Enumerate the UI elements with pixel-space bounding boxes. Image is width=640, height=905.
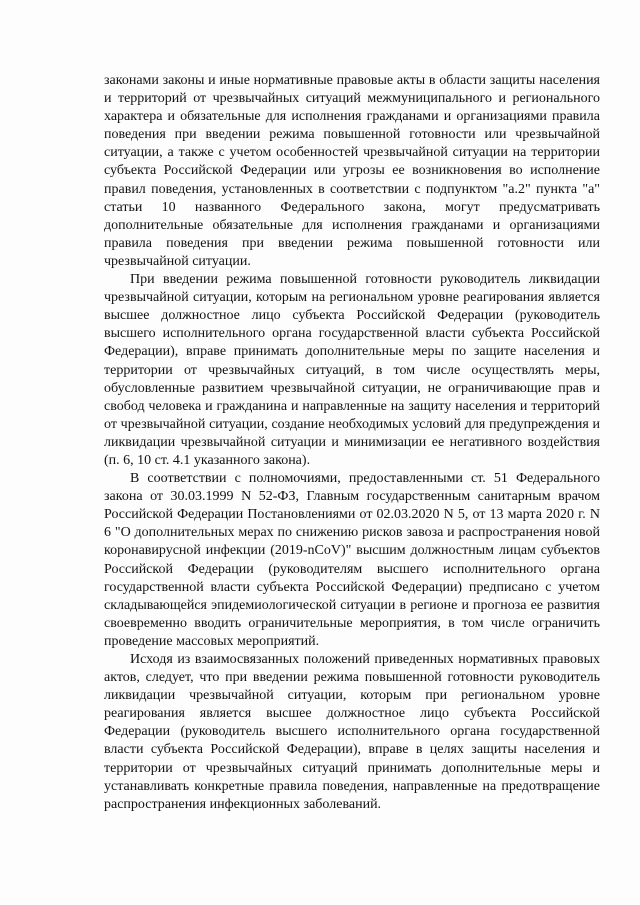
paragraph-1: законами законы и иные нормативные правовые акты в области защиты населения и территорий от чрезвычайных ситуаций межмуниципального и регионального характера и обязательные для исполнения гражданами и организациями правила поведения при введении режима повышенной готовности или чрезвычайной ситуации, а также с учетом особенностей чрезвычайной ситуации на территории субъекта Российской Федерации или угрозы ее возникновения во исполнение правил поведения, установленных в соответствии с подпунктом "а.2" пункта "а" статьи 10 названного Федерального закона, могут предусматривать дополнительные обязательные для исполнения гражданами и организациями правила поведения при введении режима повышенной готовности или чрезвычайной ситуации. (104, 73, 600, 269)
paragraph-3: В соответствии с полномочиями, предоставленными ст. 51 Федерального закона от 30.03.1999 N 52-ФЗ, Главным государственным санитарным врачом Российской Федерации Постановлениями от 02.03.2020 N 5, от 13 марта 2020 г. N 6 "О дополнительных мерах по снижению рисков завоза и распространения новой коронавирусной инфекции (2019-nCoV)" высшим должностным лицам субъектов Российской Федерации (руководителям высшего исполнительного органа государственной власти субъекта Российской Федерации) предписано с учетом складывающейся эпидемиологической ситуации в регионе и прогноза ее развития своевременно вводить ограничительные мероприятия, в том числе ограничить проведение массовых мероприятий. (104, 471, 600, 649)
paragraph-4: Исходя из взаимосвязанных положений приведенных нормативных правовых актов, следует, что при введении режима повышенной готовности руководитель ликвидации чрезвычайной ситуации, которым при региональном уровне реагирования является высшее должностное лицо субъекта Российской Федерации (руководитель высшего исполнительного органа государственной власти субъекта Российской Федерации), вправе в целях защиты населения и территории от чрезвычайных ситуаций принимать дополнительные меры и устанавливать конкретные правила поведения, направленные на предотвращение распространения инфекционных заболеваний. (104, 652, 600, 812)
paragraph-2: При введении режима повышенной готовности руководитель ликвидации чрезвычайной ситуации, которым на региональном уровне реагирования является высшее должностное лицо субъекта Российской Федерации (руководитель высшего исполнительного органа государственной власти субъекта Российской Федерации), вправе принимать дополнительные меры по защите населения и территории от чрезвычайных ситуаций, в том числе осуществлять меры, обусловленные развитием чрезвычайной ситуации, не ограничивающие прав и свобод человека и гражданина и направленные на защиту населения и территорий от чрезвычайной ситуации, создание необходимых условий для предупреждения и ликвидации чрезвычайной ситуации и минимизации ее негативного воздействия (п. 6, 10 ст. 4.1 указанного закона). (104, 272, 600, 468)
document-body (104, 72, 600, 814)
